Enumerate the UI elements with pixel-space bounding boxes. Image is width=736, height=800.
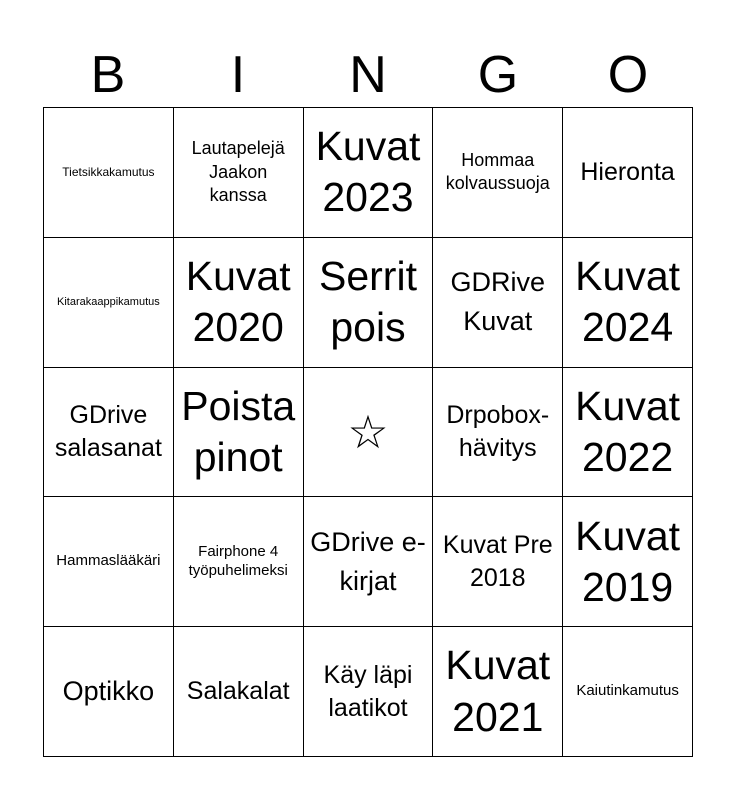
bingo-cell-1-2[interactable] (174, 108, 304, 238)
header-letter-b: B (90, 46, 126, 104)
cell-text: Drpobox-hävitys (446, 401, 550, 462)
cell-text: Hommaa kolvaussuoja (445, 150, 550, 194)
cell-text: Hieronta (580, 158, 675, 187)
bingo-cell-3-1[interactable] (44, 368, 174, 498)
header-letter-n: N (349, 46, 387, 104)
cell-text: Kuvat Pre 2018 (442, 531, 553, 592)
cell-text: Kuvat 2019 (575, 512, 681, 610)
bingo-cell-4-1[interactable] (44, 497, 174, 627)
free-space-cell[interactable] (304, 368, 434, 498)
cell-text: Salakalat (186, 677, 290, 706)
cell-text: GDrive salasanat (54, 401, 162, 462)
bingo-header (43, 44, 693, 106)
bingo-cell-5-3[interactable] (304, 627, 434, 757)
bingo-cell-5-4[interactable] (433, 627, 563, 757)
cell-text: Kitarakaappikamutus (57, 295, 160, 308)
bingo-cell-2-5[interactable] (563, 238, 693, 368)
cell-text: Kuvat 2021 (445, 642, 551, 740)
bingo-grid (43, 107, 693, 757)
cell-text: Kuvat 2020 (185, 252, 291, 351)
cell-text: Fairphone 4 työpuhelimeksi (188, 543, 288, 579)
bingo-cell-5-2[interactable] (174, 627, 304, 757)
header-letter-g: G (477, 46, 519, 104)
bingo-cell-3-4[interactable] (433, 368, 563, 498)
cell-text: Kuvat 2024 (575, 252, 681, 351)
cell-text: GDRive Kuvat (450, 267, 546, 337)
bingo-cell-2-3[interactable] (304, 238, 434, 368)
cell-text: Optikko (62, 676, 155, 707)
bingo-cell-3-5[interactable] (563, 368, 693, 498)
bingo-cell-1-3[interactable] (304, 108, 434, 238)
cell-text: Poista pinot (181, 382, 296, 480)
cell-text: Hammaslääkäri (56, 552, 161, 570)
cell-text: Käy läpi laatikot (323, 661, 413, 722)
cell-text: Kaiutinkamutus (576, 682, 679, 700)
bingo-cell-5-1[interactable] (44, 627, 174, 757)
bingo-cell-1-5[interactable] (563, 108, 693, 238)
bingo-cell-4-3[interactable] (304, 497, 434, 627)
cell-text: Serrit pois (319, 252, 417, 351)
bingo-cell-3-2[interactable] (174, 368, 304, 498)
bingo-cell-4-2[interactable] (174, 497, 304, 627)
cell-text: Tietsikkakamutus (62, 165, 155, 180)
cell-text: GDrive e-kirjat (310, 526, 426, 596)
header-letter-o: O (607, 46, 649, 104)
cell-text: Lautapelejä Jaakon kanssa (191, 138, 285, 206)
header-letter-i: I (230, 46, 246, 104)
bingo-cell-2-4[interactable] (433, 238, 563, 368)
bingo-cell-1-1[interactable] (44, 108, 174, 238)
bingo-cell-2-1[interactable] (44, 238, 174, 368)
bingo-cell-4-5[interactable] (563, 497, 693, 627)
bingo-cell-2-2[interactable] (174, 238, 304, 368)
bingo-cell-5-5[interactable] (563, 627, 693, 757)
bingo-cell-1-4[interactable] (433, 108, 563, 238)
cell-text: Kuvat 2023 (315, 123, 421, 221)
cell-text: Kuvat 2022 (575, 382, 681, 480)
bingo-cell-4-4[interactable] (433, 497, 563, 627)
star-icon: ☆ (347, 405, 389, 458)
